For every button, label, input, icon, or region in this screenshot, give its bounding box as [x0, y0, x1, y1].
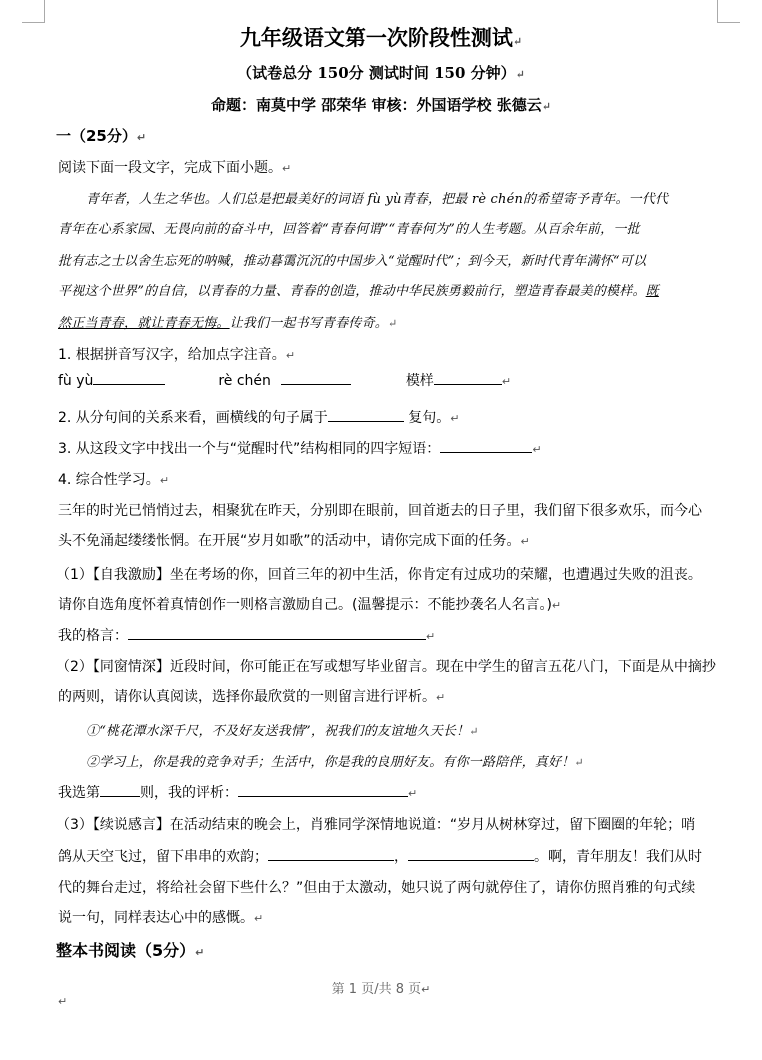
- passage-line-3: 批有志之士以舍生忘死的呐喊，推动暮霭沉沉的中国步入“觉醒时代”；到今天，新时代青年满怀“可以: [58, 254, 647, 269]
- q4-intro-line-2: 头不免涌起缕缕怅惘。在开展“岁月如歌”的活动中，请你完成下面的任务。↵: [58, 533, 530, 549]
- answer-blank-rechen[interactable]: [281, 370, 351, 385]
- choice-comment: 我选第 则，我的评析： ↵: [58, 782, 417, 802]
- passage-line-5: 然正当青春，就让青春无悔。让我们一起书写青春传奇。↵: [58, 316, 398, 331]
- authors: 命题：南莫中学 邵荣华 审核：外国语学校 张德云↵: [211, 96, 551, 114]
- answer-blank-moyang[interactable]: [434, 370, 502, 385]
- task-3-line-1: （3）【续说感言】在活动结束的晚会上，肖雅同学深情地说道：“岁月从树林穿过，留下圈圈的年轮；哨: [56, 817, 696, 833]
- question-4-label: 4. 综合性学习。↵: [58, 472, 170, 488]
- my-motto: 我的格言： ↵: [58, 625, 435, 645]
- message-1: ①“桃花潭水深千尺，不及好友送我情”，祝我们的友谊地久天长！↵: [86, 724, 479, 739]
- test-info: （试卷总分 150分 测试时间 150 分钟）↵: [237, 64, 525, 82]
- q4-intro-line-1: 三年的时光已悄悄过去，相聚犹在昨天，分别即在眼前，回首逝去的日子里，我们留下很多欢乐，而今心: [58, 503, 702, 519]
- crop-mark-top-right: [717, 0, 740, 23]
- task-3-line-3: 代的舞台走过，将给社会留下些什么？”但由于太激动，她只说了两句就停住了，请你仿照肖雅的句式续: [58, 880, 696, 896]
- question-1-fields: fù yù rè chén 模样 ↵: [58, 370, 511, 390]
- passage-line-1: 青年者，人生之华也。人们总是把最美好的词语 fù yù青春，把最 rè chén的希望寄予青年。一代代: [86, 192, 669, 207]
- answer-blank-choice[interactable]: [100, 782, 140, 797]
- crop-mark-top-left: [22, 0, 45, 23]
- question-2: 2. 从分句间的关系来看，画横线的句子属于 复句。↵: [58, 407, 459, 427]
- page-title: 九年级语文第一次阶段性测试↵: [239, 25, 523, 50]
- question-3: 3. 从这段文字中找出一个与“觉醒时代”结构相同的四字短语： ↵: [58, 438, 542, 458]
- answer-blank-q3[interactable]: [440, 438, 532, 453]
- page-footer: 第 1 页/共 8 页↵: [331, 982, 431, 997]
- answer-blank-q2[interactable]: [328, 407, 404, 422]
- question-1-label: 1. 根据拼音写汉字，给加点字注音。↵: [58, 347, 296, 363]
- answer-blank-fuyu[interactable]: [93, 370, 165, 385]
- task-1-line-1: （1）【自我激励】坐在考场的你，回首三年的初中生活，你肯定有过成功的荣耀，也遭遇过失败的沮丧。: [56, 567, 702, 583]
- task-2-line-2: 的两则，请你认真阅读，选择你最欣赏的一则留言进行评析。↵: [58, 689, 446, 705]
- answer-blank-comment[interactable]: [238, 782, 408, 797]
- paragraph-mark: ↵: [58, 995, 68, 1008]
- task-2-line-1: （2）【同窗情深】近段时间，你可能正在写或想写毕业留言。现在中学生的留言五花八门，下面是从中摘抄: [56, 659, 716, 675]
- passage-line-2: 青年在心系家园、无畏向前的奋斗中，回答着“青春何谓”“青春何为”的人生考题。从百余年前，一批: [58, 222, 640, 237]
- section-heading-2: 整本书阅读（5分）↵: [56, 941, 205, 960]
- instruction: 阅读下面一段文字，完成下面小题。↵: [58, 160, 292, 176]
- task-3-line-2: 鸽从天空飞过，留下串串的欢韵； ， 。啊，青年朋友！我们从时: [58, 846, 702, 866]
- message-2: ②学习上，你是我的竞争对手；生活中，你是我的良朋好友。有你一路陪伴，真好！↵: [86, 755, 584, 770]
- answer-blank-imitation-2[interactable]: [408, 846, 534, 861]
- section-heading-1: 一（25分）↵: [56, 127, 147, 145]
- answer-blank-imitation-1[interactable]: [268, 846, 394, 861]
- answer-blank-motto[interactable]: [128, 625, 426, 640]
- underlined-sentence: 然正当青春，就让青春无悔。: [58, 316, 230, 331]
- underlined-sentence: 既: [645, 284, 659, 299]
- passage-line-4: 平视这个世界”的自信，以青春的力量、青春的创造，推动中华民族勇毅前行，塑造青春最美的模样。既: [58, 284, 659, 299]
- task-1-line-2: 请你自选角度怀着真情创作一则格言激励自己。(温馨提示：不能抄袭名人名言。)↵: [58, 597, 562, 613]
- task-3-line-4: 说一句，同样表达心中的感慨。↵: [58, 910, 264, 926]
